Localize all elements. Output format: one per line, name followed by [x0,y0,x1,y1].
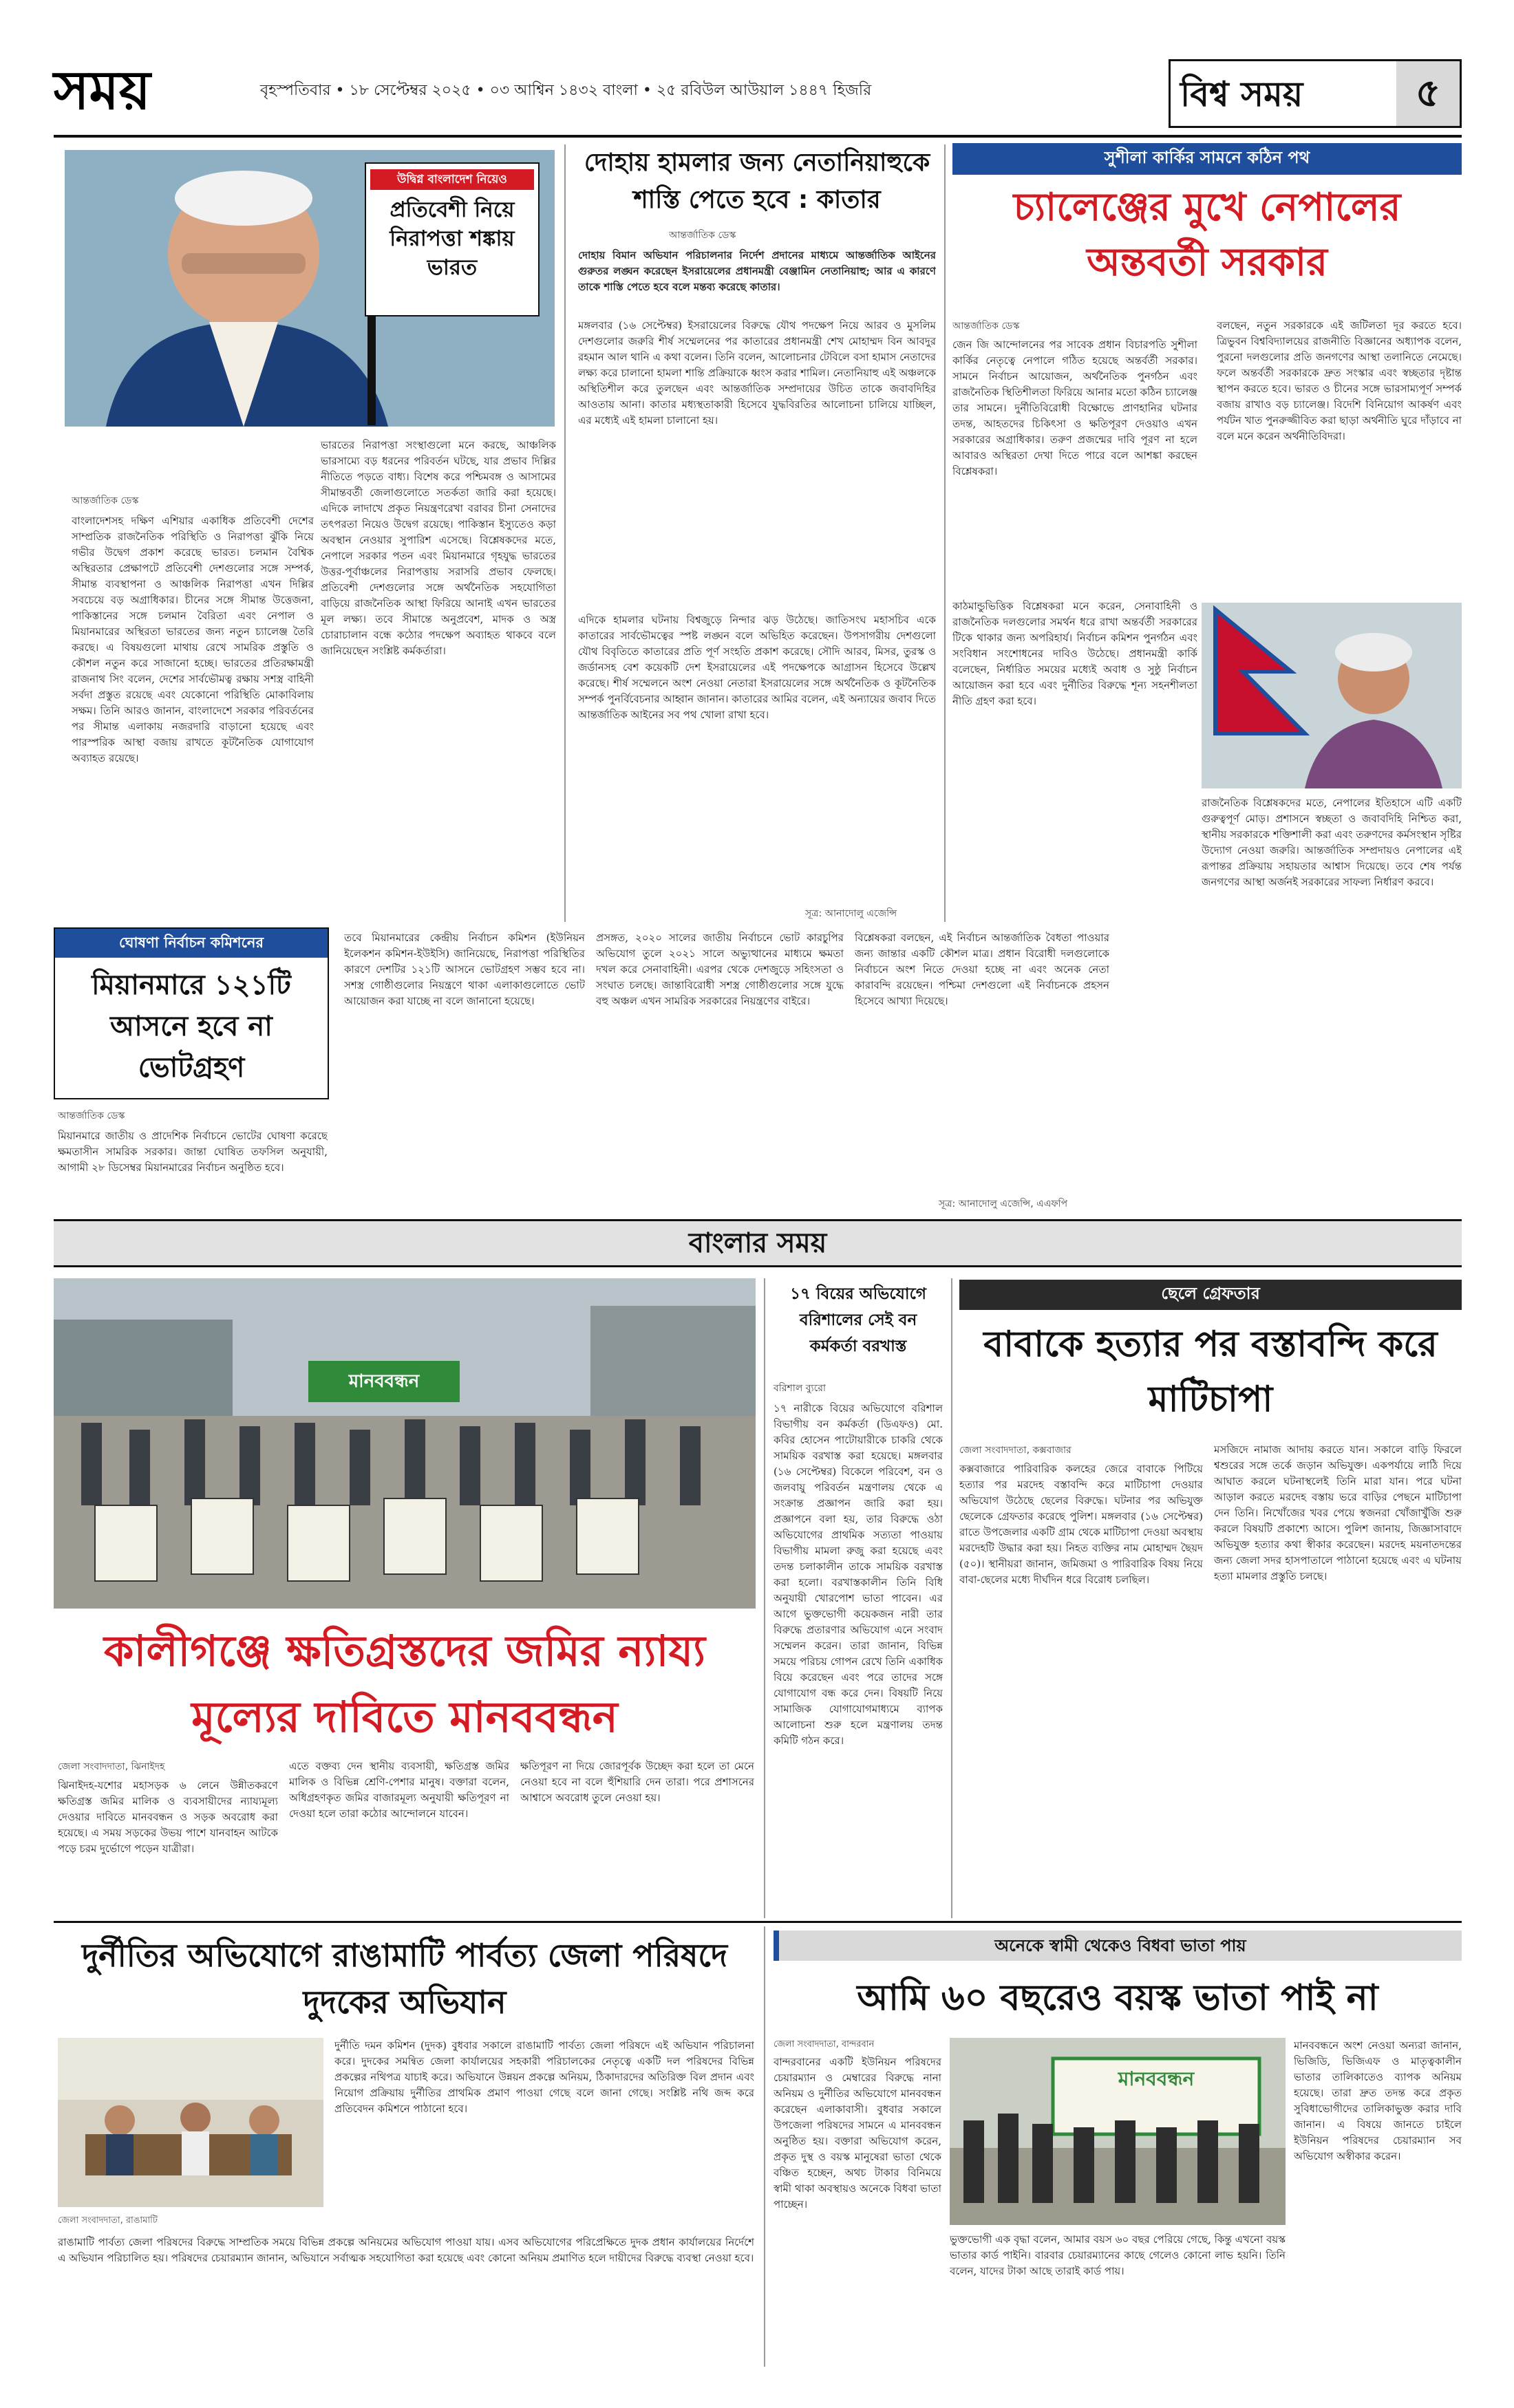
nepal-body-3: কাঠমান্ডুভিত্তিক বিশ্লেষকরা মনে করেন, সেনাবাহিনী ও রাজনৈতিক দলগুলোর সমর্থন ধরে রাখা অন্তর্বর্তী সরকারের টিকে থাকার জন্য অপরিহার্য। নির্বাচন কমিশন পুনর্গঠন এবং সংবিধান সংশোধনের দাবিও উঠেছে। প্রধানমন্ত্রী কার্কি বলেছেন, নির্ধারিত সময়ের মধ্যেই অবাধ ও সুষ্ঠু নির্বাচন আয়োজন করা হবে এবং দুর্নীতির বিরুদ্ধে শূন্য সহনশীলতা নীতি গ্রহণ করা হবে। [952,600,1197,707]
rangamati-body-2: রাঙামাটি পার্বত্য জেলা পরিষদের বিরুদ্ধে সাম্প্রতিক সময়ে বিভিন্ন প্রকল্পে অনিয়মের অভিযোগ পাওয়া যায়। এসব অভিযোগের পরিপ্রেক্ষিতে দুদক প্রধান কার্যালয়ের নির্দেশে এ অভিযান পরিচালিত হয়। পরিষদের চেয়ারম্যান জানান, অভিযানে সর্বাত্মক সহযোগিতা করা হয়েছে এবং কোনো অনিয়ম প্রমাণিত হলে দায়ীদের বিরুদ্ধে ব্যবস্থা নেওয়া হবে। [58,2236,754,2264]
nepal-body-1: জেন জি আন্দোলনের পর সাবেক প্রধান বিচারপতি সুশীলা কার্কির নেতৃত্বে নেপালে গঠিত হয়েছে অন্তর্বর্তী সরকার। সামনে নির্বাচন আয়োজন, অর্থনৈতিক পুনর্গঠন এবং রাজনৈতিক স্থিতিশীলতা ফিরিয়ে আনার মতো কঠিন চ্যালেঞ্জ তার সামনে। দুর্নীতিবিরোধী বিক্ষোভে প্রাণহানির ঘটনার তদন্ত, আহতদের চিকিৎসা ও ক্ষতিপূরণ দেওয়াও এখন সরকারের অগ্রাধিকার। তরুণ প্রজন্মের দাবি পূরণ না হলে আবারও অস্থিরতা দেখা দিতে পারে বলে আশঙ্কা করছেন বিশ্লেষকরা। [952,338,1197,477]
india-kicker: উদ্বিগ্ন বাংলাদেশ নিয়েও [370,169,534,190]
kaliganj-headline: কালীগঞ্জে ক্ষতিগ্রস্তদের জমির ন্যায্য মূল্যের দাবিতে মানববন্ধন [103,1626,706,1742]
rangamati-byline: জেলা সংবাদদাতা, রাঙামাটি [58,2215,158,2226]
kaliganj-byline: জেলা সংবাদদাতা, ঝিনাইদহ [58,1761,165,1772]
murder-banner [959,1280,1462,1310]
myanmar-body-3: প্রসঙ্গত, ২০২০ সালের জাতীয় নির্বাচনে ভোট কারচুপির অভিযোগ তুলে ২০২১ সালে অভ্যুত্থানের মাধ্যমে ক্ষমতা দখল করে সেনাবাহিনী। এরপর থেকে দেশজুড়ে সহিংসতা ও সংঘাত চলছে। জান্তাবিরোধী সশস্ত্র গোষ্ঠীগুলোর সঙ্গে যুদ্ধে বহু অঞ্চল এখন সামরিক সরকারের নিয়ন্ত্রণের বাইরে। [596,932,844,1007]
lower-rule [54,1921,1462,1923]
bhata-banner-text: অনেকে স্বামী থেকেও বিধবা ভাতা পায় [994,1936,1246,1955]
section-band [54,1219,1462,1267]
bhata-body-3: মানববন্ধনে অংশ নেওয়া অন্যরা জানান, ভিজিডি, ভিজিএফ ও মাতৃত্বকালীন ভাতার তালিকাতেও ব্যাপক অনিয়ম হয়েছে। তারা দ্রুত তদন্ত করে প্রকৃত সুবিধাভোগীদের তালিকাভুক্ত করার দাবি জানান। এ বিষয়ে জানতে চাইলে ইউনিয়ন পরিষদের চেয়ারম্যান সব অভিযোগ অস্বীকার করেন। [1294,2039,1462,2162]
myanmar-body-4: বিশ্লেষকরা বলছেন, এই নির্বাচন আন্তর্জাতিক বৈধতা পাওয়ার জন্য জান্তার একটি কৌশল মাত্র। প্রধান বিরোধী দলগুলোকে নির্বাচনে অংশ নিতে দেওয়া হচ্ছে না এবং অনেক নেতা কারাবন্দি রয়েছেন। পশ্চিমা দেশগুলো এই নির্বাচনকে প্রহসন হিসেবে আখ্যা দিয়েছে। [855,932,1109,1007]
karki-illustration [1202,603,1462,788]
murder-body-2: মসজিদে নামাজ আদায় করতে যান। সকালে বাড়ি ফিরলে শ্বশুরের সঙ্গে তর্কে জড়ান অভিযুক্ত। একপর্যায়ে লাঠি দিয়ে আঘাত করলে ঘটনাস্থলেই তিনি মারা যান। পরে ঘটনা আড়াল করতে মরদেহ বস্তায় ভরে বাড়ির পেছনে মাটিচাপা দেন তিনি। নিখোঁজের খবর পেয়ে স্বজনরা খোঁজাখুঁজি শুরু করলে বিষয়টি প্রকাশ্যে আসে। পুলিশ জানায়, জিজ্ঞাসাবাদে অভিযুক্ত হত্যার কথা স্বীকার করেছেন। মরদেহ ময়নাতদন্তের জন্য জেলা সদর হাসপাতালে পাঠানো হয়েছে এবং এ ঘটনায় হত্যা মামলার প্রস্তুতি চলছে। [1214,1443,1462,1582]
divider-qatar [944,144,946,922]
bhata-body-1: বান্দরবানের একটি ইউনিয়ন পরিষদের চেয়ারম্যান ও মেম্বারের বিরুদ্ধে নানা অনিয়ম ও দুর্নীতির অভিযোগে মানববন্ধন করেছেন এলাকাবাসী। বুধবার সকালে উপজেলা পরিষদের সামনে এ মানববন্ধন অনুষ্ঠিত হয়। বক্তারা অভিযোগ করেন, প্রকৃত দুস্থ ও বয়স্ক মানুষেরা ভাতা থেকে বঞ্চিত হচ্ছেন, অথচ টাকার বিনিময়ে স্বামী থাকা অবস্থায়ও অনেকে বিধবা ভাতা পাচ্ছেন। [774,2056,941,2211]
myanmar-source: সূত্র: আনাদোলু এজেন্সি, এএফপি [939,1198,1068,1210]
bhata-photo-banner-text: মানববন্ধন [1118,2067,1195,2090]
india-headline-box [365,162,540,316]
myanmar-box [54,927,329,1099]
myanmar-headline: মিয়ানমারে ১২১টি আসনে হবে না ভোটগ্রহণ [92,969,291,1084]
nepal-banner-text: সুশীলা কার্কির সামনে কঠিন পথ [1104,148,1310,167]
qatar-headline: দোহায় হামলার জন্য নেতানিয়াহুকে শাস্তি পেতে হবে : কাতার [584,149,930,214]
rangamati-body-1: দুর্নীতি দমন কমিশন (দুদক) বুধবার সকালে রাঙামাটি পার্বত্য জেলা পরিষদে এই অভিযান পরিচালনা করে। দুদকের সমন্বিত জেলা কার্যালয়ের সহকারী পরিচালকের নেতৃত্বে একটি দল পরিষদের বিভিন্ন প্রকল্পের নথিপত্র যাচাই করে। অভিযানে উন্নয়ন প্রকল্পে অনিয়ম, ঠিকাদারদের অতিরিক্ত বিল প্রদান এবং নিয়োগ প্রক্রিয়ায় দুর্নীতির প্রাথমিক প্রমাণ পাওয়া গেছে বলে জানা গেছে। সংশ্লিষ্ট নথি জব্দ করে প্রতিবেদন কমিশনে পাঠানো হবে। [334,2039,754,2115]
section-band-title: বাংলার সময় [688,1227,827,1259]
nepal-body-4: রাজনৈতিক বিশ্লেষকদের মতে, নেপালের ইতিহাসে এটি একটি গুরুত্বপূর্ণ মোড়। প্রশাসনে স্বচ্ছতা ও জবাবদিহি নিশ্চিত করা, স্থানীয় সরকারকে শক্তিশালী করা এবং তরুণদের কর্মসংস্থান সৃষ্টির উদ্যোগ নেওয়া জরুরি। আন্তর্জাতিক সম্প্রদায়ও নেপালের এই রূপান্তর প্রক্রিয়ায় সহায়তার আশ্বাস দিয়েছে। তবে শেষ পর্যন্ত জনগণের আস্থা অর্জনই সরকারের সাফল্য নির্ধারণ করবে। [1202,797,1462,888]
masthead-logo: সময় [54,60,151,122]
india-body-left: বাংলাদেশসহ দক্ষিণ এশিয়ার একাধিক প্রতিবেশী দেশের সাম্প্রতিক রাজনৈতিক পরিস্থিতি ও নিরাপত্তা ঝুঁকি নিয়ে গভীর উদ্বেগ প্রকাশ করেছে ভারত। চলমান বৈশ্বিক অস্থিরতার প্রেক্ষাপটে প্রতিবেশী দেশগুলোর সঙ্গে সম্পর্ক, সীমান্ত ব্যবস্থাপনা ও আঞ্চলিক নিরাপত্তা এখন দিল্লির সবচেয়ে বড় অগ্রাধিকার। চীনের সঙ্গে সীমান্ত উত্তেজনা, পাকিস্তানের সঙ্গে চলমান বৈরিতা এবং নেপাল ও মিয়ানমারের অস্থিরতা ভারতের জন্য নতুন চ্যালেঞ্জ তৈরি করছে। এ বিষয়গুলো মাথায় রেখে সামরিক প্রস্তুতি ও কৌশল নতুন করে সাজানো হচ্ছে। ভারতের প্রতিরক্ষামন্ত্রী রাজনাথ সিং বলেন, দেশের সার্বভৌমত্ব রক্ষায় সশস্ত্র বাহিনী সর্বদা প্রস্তুত রয়েছে এবং যেকোনো পরিস্থিতি মোকাবিলায় সক্ষম। তিনি আরও জানান, বাংলাদেশে সরকার পরিবর্তনের পর সীমান্ত এলাকায় নজরদারি বাড়ানো হয়েছে এবং পারস্পরিক আস্থা বজায় রাখতে কূটনৈতিক যোগাযোগ অব্যাহত রয়েছে। [72,515,314,764]
section-label-box [1169,59,1462,128]
bhata-photo [950,2038,1286,2225]
qatar-lead: দোহায় বিমান অভিযান পরিচালনার নির্দেশ প্রদানের মাধ্যমে আন্তর্জাতিক আইনের গুরুতর লঙ্ঘন করেছেন ইসরায়েলের প্রধানমন্ত্রী বেঞ্জামিন নেতানিয়াহু; আর এ কারণে তাকে শাস্তি পেতে হবে বলে মন্তব্য করেছে কাতার। [578,249,936,293]
myanmar-banner [55,929,328,958]
divider-barishal [951,1278,952,1918]
rangamati-photo [58,2038,323,2207]
murder-body-1: কক্সবাজারে পারিবারিক কলহের জেরে বাবাকে পিটিয়ে হত্যার পর মরদেহ বস্তাবন্দি করে মাটিচাপা দেওয়ার অভিযোগ উঠেছে ছেলের বিরুদ্ধে। ঘটনার পর অভিযুক্ত ছেলেকে গ্রেফতার করেছে পুলিশ। মঙ্গলবার (১৬ সেপ্টেম্বর) রাতে উপজেলার একটি গ্রাম থেকে মাটিচাপা দেওয়া অবস্থায় মরদেহটি উদ্ধার করা হয়। নিহত ব্যক্তির নাম মোহাম্মদ ছৈয়দ (৫০)। স্থানীয়রা জানান, জমিজমা ও পারিবারিক বিষয় নিয়ে বাবা-ছেলের মধ্যে দীর্ঘদিন ধরে বিরোধ চলছিল। [959,1463,1203,1586]
qatar-source: সূত্র: আনাদোলু এজেন্সি [805,908,897,919]
india-headline: প্রতিবেশী নিয়ে নিরাপত্তা শঙ্কায় ভারত [390,197,515,280]
nepal-body-2: বলছেন, নতুন সরকারকে এই জটিলতা দূর করতে হবে। ত্রিভুবন বিশ্ববিদ্যালয়ের রাজনীতি বিজ্ঞানের অধ্যাপক বলেন, পুরনো দলগুলোর প্রতি জনগণের আস্থা তলানিতে নেমেছে। ফলে অন্তর্বর্তী সরকারকে দ্রুত সংস্কার এবং স্বচ্ছতার দৃষ্টান্ত স্থাপন করতে হবে। ভারত ও চীনের সঙ্গে ভারসাম্যপূর্ণ সম্পর্ক বজায় রাখাও বড় চ্যালেঞ্জ। বিদেশি বিনিয়োগ আকর্ষণ এবং পর্যটন খাত পুনরুজ্জীবিত করা ছাড়া অর্থনীতি ঘুরে দাঁড়াবে না বলে মনে করেন অর্থনীতিবিদরা। [1217,319,1462,442]
qatar-body-right: এদিকে হামলার ঘটনায় বিশ্বজুড়ে নিন্দার ঝড় উঠেছে। জাতিসংঘ মহাসচিব একে কাতারের সার্বভৌমত্বের স্পষ্ট লঙ্ঘন বলে অভিহিত করেছেন। উপসাগরীয় দেশগুলো যৌথ বিবৃতিতে কাতারের প্রতি পূর্ণ সংহতি প্রকাশ করেছে। সৌদি আরব, মিসর, তুরস্ক ও জর্ডানসহ বেশ কয়েকটি দেশ ইসরায়েলের এই পদক্ষেপকে আগ্রাসন হিসেবে উল্লেখ করেছে। শীর্ষ সম্মেলনে অংশ নেওয়া নেতারা ইসরায়েলের সঙ্গে অর্থনৈতিক ও কূটনৈতিক সম্পর্ক পুনর্বিবেচনার আহ্বান জানান। কাতারের আমির বলেন, এই অন্যায়ের জবাব দিতে আন্তর্জাতিক আইনের সব পথ খোলা রাখা হবে। [578,614,936,721]
divider-rangamati [764,1926,765,2367]
kaliganj-banner-text: মানববন্ধন [348,1371,420,1392]
bhata-headline: আমি ৬০ বছরেও বয়স্ক ভাতা পাই না [857,1977,1378,2019]
india-byline: আন্তর্জাতিক ডেস্ক [72,495,139,506]
masthead [54,56,1462,131]
bhata-body-2: ভুক্তভোগী এক বৃদ্ধা বলেন, আমার বয়স ৬০ বছর পেরিয়ে গেছে, কিন্তু এখনো বয়স্ক ভাতার কার্ড পাইনি। বারবার চেয়ারম্যানের কাছে গেলেও কোনো লাভ হয়নি। তিনি বলেন, যাদের টাকা আছে তারাই কার্ড পায়। [950,2233,1286,2277]
bhata-byline: জেলা সংবাদদাতা, বান্দরবান [774,2039,875,2050]
barishal-headline: ১৭ বিয়ের অভিযোগে বরিশালের সেই বন কর্মকর্তা বরখাস্ত [790,1285,926,1355]
kaliganj-body-3: ক্ষতিপূরণ না দিয়ে জোরপূর্বক উচ্ছেদ করা হলে তা মেনে নেওয়া হবে না বলে হুঁশিয়ারি দেন তারা। পরে প্রশাসনের আশ্বাসে অবরোধ তুলে নেওয়া হয়। [520,1760,754,1804]
qatar-byline: আন্তর্জাতিক ডেস্ক [669,230,736,241]
murder-headline: বাবাকে হত্যার পর বস্তাবন্দি করে মাটিচাপা [983,1324,1438,1420]
nepal-byline: আন্তর্জাতিক ডেস্ক [952,321,1020,332]
human-chain-illustration [54,1278,756,1609]
divider-india [564,144,566,922]
murder-banner-text: ছেলে গ্রেফতার [1161,1284,1260,1303]
murder-byline: জেলা সংবাদদাতা, কক্সবাজার [959,1445,1071,1456]
divider-kaliganj [764,1278,765,1918]
myanmar-body-2: তবে মিয়ানমারের কেন্দ্রীয় নির্বাচন কমিশন (ইউনিয়ন ইলেকশন কমিশন-ইউইসি) জানিয়েছে, নিরাপত্তা পরিস্থিতির কারণে দেশটির ১২১টি আসনে ভোটগ্রহণ সম্ভব হবে না। সশস্ত্র গোষ্ঠীগুলোর নিয়ন্ত্রণে থাকা এলাকাগুলোতে ভোট আয়োজন করা যাচ্ছে না বলে জানানো হয়েছে। [344,932,585,1007]
barishal-byline: বরিশাল ব্যুরো [774,1383,826,1394]
masthead-rule [54,135,1462,138]
barishal-body: ১৭ নারীকে বিয়ের অভিযোগে বরিশাল বিভাগীয় বন কর্মকর্তা (ডিএফও) মো. কবির হোসেন পাটোয়ারীকে চাকরি থেকে সাময়িক বরখাস্ত করা হয়েছে। মঙ্গলবার (১৬ সেপ্টেম্বর) বিকেলে পরিবেশ, বন ও জলবায়ু পরিবর্তন মন্ত্রণালয় থেকে এ সংক্রান্ত প্রজ্ঞাপন জারি করা হয়। প্রজ্ঞাপনে বলা হয়, তার বিরুদ্ধে ওঠা অভিযোগের প্রাথমিক সত্যতা পাওয়ায় বিভাগীয় মামলা রুজু করা হয়েছে এবং তদন্ত চলাকালীন তাকে সাময়িক বরখাস্ত করা হলো। বরখাস্তকালীন তিনি বিধি অনুযায়ী খোরপোশ ভাতা পাবেন। এর আগে ভুক্তভোগী কয়েকজন নারী তার বিরুদ্ধে প্রতারণার অভিযোগ এনে সংবাদ সম্মেলন করেন। তারা জানান, বিভিন্ন সময়ে পরিচয় গোপন রেখে তিনি একাধিক বিয়ে করেছেন এবং পরে তাদের সঙ্গে যোগাযোগ বন্ধ করে দেন। বিষয়টি নিয়ে সামাজিক যোগাযোগমাধ্যমে ব্যাপক আলোচনা শুরু হলে মন্ত্রণালয় তদন্ত কমিটি গঠন করে। [774,1402,943,1747]
karki-photo [1202,603,1462,788]
kaliganj-photo [54,1278,756,1609]
page-number: ৫ [1396,61,1460,126]
myanmar-byline: আন্তর্জাতিক ডেস্ক [58,1110,125,1121]
qatar-body-left: মঙ্গলবার (১৬ সেপ্টেম্বর) ইসরায়েলের বিরুদ্ধে যৌথ পদক্ষেপ নিয়ে আরব ও মুসলিম দেশগুলোর জরুরি শীর্ষ সম্মেলনের পর কাতারের প্রধানমন্ত্রী শেখ মোহাম্মদ বিন আবদুর রহমান আল থানি এ কথা বলেন। তিনি বলেন, আলোচনার টেবিলে বসা হামাস নেতাদের লক্ষ্য করে চালানো হামলা শান্তি প্রক্রিয়াকে ধ্বংস করার শামিল। নেতানিয়াহু এই অঞ্চলকে অস্থিতিশীল করে তুলছেন এবং আন্তর্জাতিক সম্প্রদায়ের উচিত তাকে জবাবদিহির আওতায় আনা। কাতার মধ্যস্থতাকারী হিসেবে যুদ্ধবিরতির আলোচনা চালিয়ে যাচ্ছিল, এর মধ্যেই এই হামলা চালানো হয়। [578,319,936,427]
bhata-banner [774,1931,1462,1961]
india-body-right: ভারতের নিরাপত্তা সংস্থাগুলো মনে করছে, আঞ্চলিক ভারসাম্যে বড় ধরনের পরিবর্তন ঘটছে, যার প্রভাব দিল্লির নীতিতে পড়তে বাধ্য। বিশেষ করে পশ্চিমবঙ্গ ও আসামের সীমান্তবর্তী জেলাগুলোতে সতর্কতা জারি করা হয়েছে। এদিকে লাদাখে প্রকৃত নিয়ন্ত্রণরেখা বরাবর চীনা সেনাদের তৎপরতা নিয়েও উদ্বেগ রয়েছে। পাকিস্তান ইস্যুতেও কড়া অবস্থান নেওয়ার সুপারিশ এসেছে। বিশ্লেষকদের মতে, নেপালে সরকার পতন এবং মিয়ানমারে গৃহযুদ্ধ ভারতের উত্তর-পূর্বাঞ্চলের নিরাপত্তায় সরাসরি প্রভাব ফেলছে। প্রতিবেশী দেশগুলোর সঙ্গে অর্থনৈতিক সহযোগিতা বাড়িয়ে রাজনৈতিক আস্থা ফিরিয়ে আনাই এখন ভারতের মূল লক্ষ্য। তবে সীমান্তে অনুপ্রবেশ, মাদক ও অস্ত্র চোরাচালান বন্ধে কঠোর পদক্ষেপ অব্যাহত থাকবে বলে জানিয়েছেন সংশ্লিষ্ট কর্মকর্তারা। [321,439,556,657]
myanmar-banner-text: ঘোষণা নির্বাচন কমিশনের [118,934,264,951]
nepal-banner [952,143,1462,175]
kaliganj-body-2: এতে বক্তব্য দেন স্থানীয় ব্যবসায়ী, ক্ষতিগ্রস্ত জমির মালিক ও বিভিন্ন শ্রেণি-পেশার মানুষ। বক্তারা বলেন, অধিগ্রহণকৃত জমির বাজারমূল্য অনুযায়ী ক্ষতিপূরণ না দেওয়া হলে তারা কঠোর আন্দোলনে যাবেন। [289,1760,509,1820]
myanmar-body-1: মিয়ানমারে জাতীয় ও প্রাদেশিক নির্বাচনে ভোটের ঘোষণা করেছে ক্ষমতাসীন সামরিক সরকার। জান্তা ঘোষিত তফসিল অনুযায়ী, আগামী ২৮ ডিসেম্বর মিয়ানমারের নির্বাচন অনুষ্ঠিত হবে। [58,1130,328,1174]
rangamati-headline: দুর্নীতির অভিযোগে রাঙামাটি পার্বত্য জেলা পরিষদে দুদকের অভিযান [81,1937,728,2021]
section-label: বিশ্ব সময় [1180,74,1303,114]
meeting-illustration [58,2038,323,2207]
nepal-headline: চ্যালেঞ্জের মুখে নেপালের অন্তবর্তী সরকার [1013,185,1401,285]
kaliganj-body-1: ঝিনাইদহ-যশোর মহাসড়ক ৬ লেনে উন্নীতকরণে ক্ষতিগ্রস্ত জমির মালিক ও ব্যবসায়ীদের ন্যায্যমূল্য দেওয়ার দাবিতে মানববন্ধন ও সড়ক অবরোধ করা হয়েছে। এ সময় সড়কের উভয় পাশে যানবাহন আটকে পড়ে চরম দুর্ভোগে পড়েন যাত্রীরা। [58,1779,278,1855]
masthead-dateline: বৃহস্পতিবার • ১৮ সেপ্টেম্বর ২০২৫ • ০৩ আশ্বিন ১৪৩২ বাংলা • ২৫ রবিউল আউয়াল ১৪৪৭ হিজরি [260,82,872,99]
